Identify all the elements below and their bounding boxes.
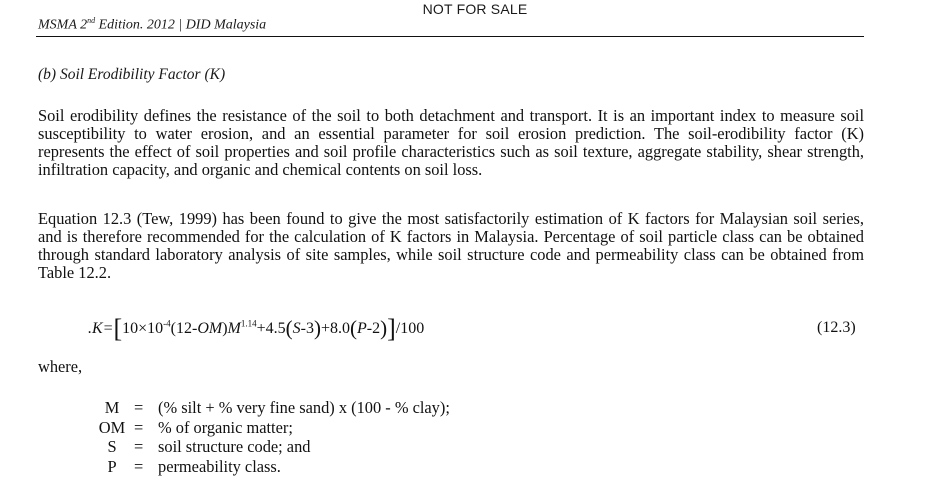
definition-row (90, 437, 450, 457)
equation-lhs: .K= (88, 320, 114, 337)
equation-part6: +8.0 (320, 320, 351, 337)
definition-equals: = (134, 398, 144, 417)
paren-open-icon: ( (285, 316, 293, 340)
equation-m: M (227, 320, 241, 337)
definition-list (90, 398, 450, 476)
equation-number: (12.3) (817, 319, 856, 336)
equation-part1: 10×10 (122, 320, 164, 337)
definition-equals: = (134, 417, 144, 437)
definition-row (90, 398, 450, 418)
header-superscript: nd (87, 16, 96, 25)
watermark: NOT FOR SALE (422, 1, 528, 17)
paren-close-icon-2: ) (380, 316, 388, 340)
equation-part2: (12- (170, 320, 198, 337)
equation-part3: ) (222, 320, 228, 337)
equation-exp1: -4 (163, 318, 171, 329)
definition-row (90, 418, 450, 438)
definition-symbol: P (107, 456, 117, 476)
definition-symbol: OM (98, 417, 126, 437)
equation-12-3 (88, 314, 424, 344)
equation-s: S (292, 320, 301, 337)
equation-om: OM (197, 320, 223, 337)
bracket-open-icon: [ (113, 314, 123, 343)
definition-text: permeability class. (158, 456, 281, 476)
equation-exp2: 1.14 (240, 318, 257, 329)
definition-row (90, 457, 450, 477)
paragraph-equation-intro: Equation 12.3 (Tew, 1999) has been found to give the most satisfactorily estimation of K factors for Malaysian soil series, and is therefore recommended for the calculation of K factors in Malaysia. Percentage of soil particle class can be obtained through standard laboratory analysis of site samples, while soil structure code and permeability class can be obtained from Table 12.2. (38, 209, 864, 282)
paragraph-erodibility: Soil erodibility defines the resistance of the soil to both detachment and transport. It is an important index to measure soil susceptibility to water erosion, and an essential parameter for soil erosion prediction. The soil-erodibility factor (K) represents the effect of soil properties and soil profile characteristics such as soil texture, aggregate stability, shear strength, infiltration capacity, and organic and chemical contents on soil loss. (38, 106, 864, 179)
definition-text: soil structure code; and (158, 437, 311, 456)
definition-equals: = (134, 437, 144, 456)
definition-text: % of organic matter; (158, 417, 293, 437)
equation-p: P (357, 320, 367, 337)
paren-open-icon-2: ( (350, 316, 358, 340)
definition-symbol: M (104, 398, 120, 417)
header-rule (36, 36, 864, 37)
header-prefix: MSMA 2 (38, 17, 88, 33)
paren-close-icon: ) (313, 316, 321, 340)
definition-equals: = (134, 456, 144, 476)
bracket-close-icon: ] (387, 314, 396, 343)
equation-part7: -2 (366, 320, 381, 337)
equation-part5: -3 (300, 320, 314, 337)
running-header (38, 16, 266, 34)
where-label: where, (38, 357, 83, 376)
definition-symbol: S (107, 437, 117, 456)
section-title: (b) Soil Erodibility Factor (K) (38, 66, 226, 83)
header-suffix: Edition. 2012 | DID Malaysia (95, 17, 267, 33)
equation-tail: /100 (395, 320, 425, 337)
definition-text: (% silt + % very fine sand) x (100 - % clay); (158, 398, 450, 417)
equation-part4: +4.5 (256, 320, 286, 337)
